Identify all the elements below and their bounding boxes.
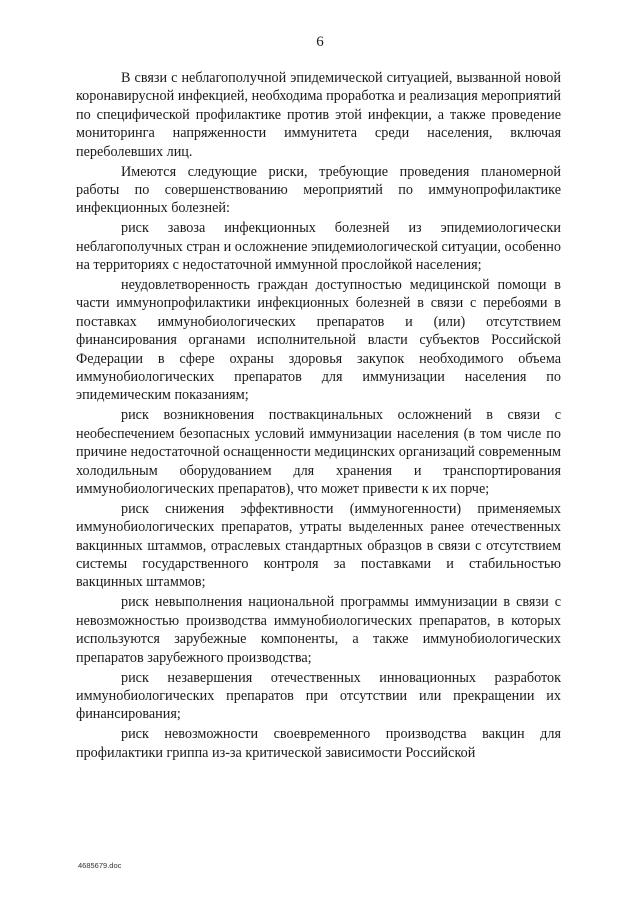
paragraph-risk-efficacy: риск снижения эффективности (иммуногенности) применяемых иммунобиологических препаратов, утраты выделенных ранее отечественных вакцинных штаммов, отраслевых стандартных образцов в связи с отсутствием системы государственного контроля за поставками и стабильностью вакцинных штаммов; (76, 500, 561, 591)
paragraph-risk-flu-vaccine: риск невозможности своевременного производства вакцин для профилактики гриппа из-за критической зависимости Российской (76, 726, 561, 761)
page-number: 6 (316, 34, 324, 50)
paragraph-risk-innovation: риск незавершения отечественных инновационных разработок иммунобиологических препаратов при отсутствии или прекращении их финансирования; (76, 669, 561, 723)
paragraph-risk-national-program: риск невыполнения национальной программы иммунизации в связи с невозможностью производства иммунобиологических препаратов, в которых используются зарубежные компоненты, а также иммунобиологических препаратов зарубежного производства; (76, 594, 561, 666)
footer-filename: 4685679.doc (78, 861, 122, 870)
paragraph-risks-intro: Имеются следующие риски, требующие проведения планомерной работы по совершенствованию мероприятий по иммунопрофилактике инфекционных болезней: (76, 163, 561, 217)
paragraph-risk-import: риск завоза инфекционных болезней из эпидемиологически неблагополучных стран и осложнение эпидемиологической ситуации, особенно на территориях с недостаточной иммунной прослойкой населения; (76, 220, 561, 274)
document-body (76, 69, 561, 762)
paragraph-risk-dissatisfaction: неудовлетворенность граждан доступностью медицинской помощи в части иммунопрофилактики инфекционных болезней в связи с перебоями в поставках иммунобиологических препаратов и (или) отсутствием финансирования органами исполнительной власти субъектов Российской Федерации в сфере охраны здоровья закупок необходимого объема иммунобиологических препаратов для иммунизации населения по эпидемическим показаниям; (76, 276, 561, 404)
paragraph-risk-postvaccinal: риск возникновения поствакцинальных осложнений в связи с необеспечением безопасных условий иммунизации населения (в том числе по причине недостаточной оснащенности медицинских организаций современным холодильным оборудованием для хранения и транспортирования иммунобиологических препаратов), что может привести к их порче; (76, 407, 561, 497)
paragraph-epidemic-situation: В связи с неблагополучной эпидемической ситуацией, вызванной новой коронавирусной инфекцией, необходима проработка и реализация мероприятий по специфической профилактике против этой инфекции, а также проведение мониторинга напряженности иммунитета среди населения, включая переболевших лиц. (76, 70, 561, 160)
